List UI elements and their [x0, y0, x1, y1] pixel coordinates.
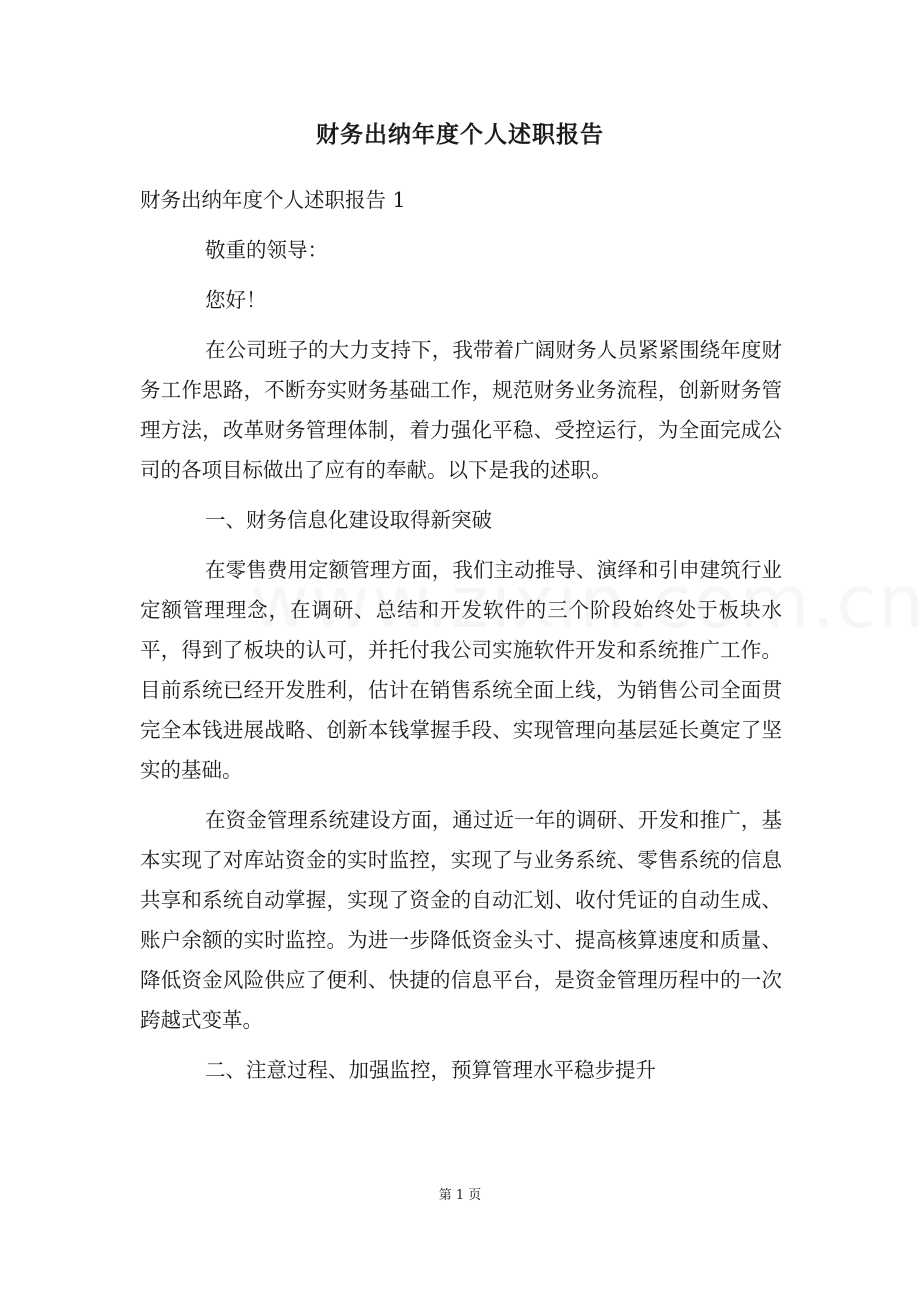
- paragraph-retail-cost: 在零售费用定额管理方面，我们主动推导、演绎和引申建筑行业定额管理理念，在调研、总结和开发软件的三个阶段始终处于板块水平，得到了板块的认可，并托付我公司实施软件开发和系统推广工作。目前系统已经开发胜利，估计在销售系统全面上线，为销售公司全面贯完全本钱进展战略、创新本钱掌握手段、实现管理向基层延长奠定了坚实的基础。: [140, 558, 782, 782]
- salutation: 敬重的领导：: [205, 238, 328, 262]
- paragraph-fund-management: 在资金管理系统建设方面，通过近一年的调研、开发和推广，基本实现了对库站资金的实时监控，实现了与业务系统、零售系统的信息共享和系统自动掌握，实现了资金的自动汇划、收付凭证的自动生成、账户余额的实时监控。为进一步降低资金头寸、提高核算速度和质量、降低资金风险供应了便利、快捷的信息平台，是资金管理历程中的一次跨越式变革。: [140, 808, 782, 1032]
- heading-section-2: 二、注意过程、加强监控，预算管理水平稳步提升: [205, 1058, 656, 1082]
- heading-section-1: 一、财务信息化建设取得新突破: [205, 508, 492, 532]
- paragraph-intro: 在公司班子的大力支持下，我带着广阔财务人员紧紧围绕年度财务工作思路，不断夯实财务基础工作，规范财务业务流程，创新财务管理方法，改革财务管理体制，着力强化平稳、受控运行，为全面完成公司的各项目标做出了应有的奉献。以下是我的述职。: [140, 338, 782, 482]
- document-body: [140, 180, 782, 1100]
- document-title: 财务出纳年度个人述职报告: [316, 121, 604, 148]
- page-number: 第 1 页: [438, 1188, 482, 1203]
- section-heading: 财务出纳年度个人述职报告 1: [140, 188, 406, 212]
- greeting: 您好！: [205, 288, 267, 312]
